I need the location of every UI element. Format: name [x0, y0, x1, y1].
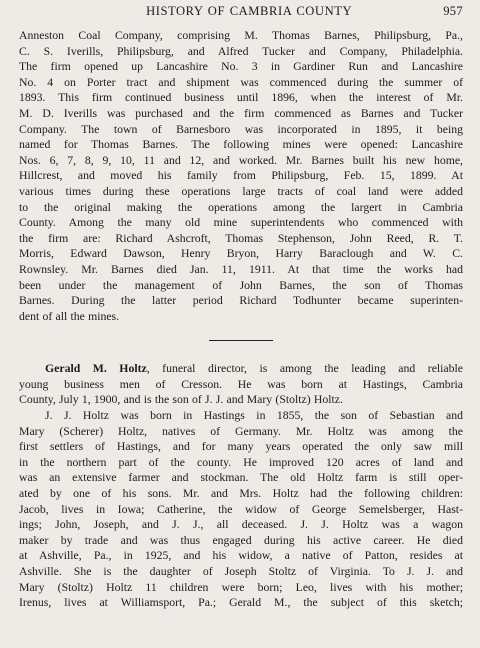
- text-line: The firm opened up Lancashire No. 3 in Gardiner Run and Lancashire: [19, 60, 463, 74]
- text-line: Ashville. She is the daughter of Joseph Stoltz of Virginia. To J. J. and: [19, 565, 463, 578]
- text-line: named for Thomas Barnes. The following mines were opened: Lancashire: [19, 138, 463, 152]
- text-line: ings; John, Joseph, and J. J., all deceased. J. J. Holtz was a wagon: [19, 518, 463, 532]
- text-line: No. 4 on Porter tract and shipment was commenced during the summer of: [19, 75, 463, 89]
- text-line: Irenus, lives at Williamsport, Pa.; Gerald M., the subject of this sketch;: [19, 596, 463, 610]
- biography-subject-name: Gerald M. Holtz: [45, 362, 147, 376]
- text-line: County. Among the many old mine superintendents who commenced with: [19, 216, 463, 230]
- text-line: Hillcrest, and moved his family from Philipsburg, Feb. 15, 1899. At: [19, 169, 463, 183]
- text-line: in the northern part of the county. He improved 120 acres of land and: [19, 455, 463, 469]
- text-line: Company. The town of Barnesboro was incorporated in 1895, it being: [19, 122, 463, 136]
- barnes-paragraph: [19, 28, 463, 324]
- text-line: 1893. This firm continued business until 1896, when the interest of Mr.: [19, 91, 463, 105]
- running-head-title: HISTORY OF CAMBRIA COUNTY: [146, 4, 353, 18]
- text-line: C. S. Iverills, Philipsburg, and Alfred Tucker and Company, Philadelphia.: [19, 44, 463, 58]
- text-fragment: , funeral director, is among the leading and reliable: [146, 362, 464, 376]
- text-line: young business men of Cresson. He was born at Hastings, Cambria: [19, 377, 463, 391]
- text-line: Nos. 6, 7, 8, 9, 10, 11 and 12, and worked. Mr. Barnes built his new home,: [19, 153, 463, 167]
- running-head: [19, 4, 463, 28]
- text-line: been under the management of John Barnes, the son of Thomas: [19, 278, 463, 292]
- text-line: to the original making the operations among the largert in Cambria: [19, 200, 463, 214]
- text-line: first settlers of Hastings, and for many years operated the only saw mill: [19, 440, 463, 454]
- text-line: J. J. Holtz was born in Hastings in 1855, the son of Sebastian and: [45, 409, 463, 423]
- text-line: Mary (Scherer) Holtz, natives of Germany. Mr. Holtz was among the: [19, 424, 463, 438]
- text-line: Anneston Coal Company, comprising M. Thomas Barnes, Philipsburg, Pa.,: [19, 29, 463, 42]
- holtz-family-paragraph: [19, 408, 463, 611]
- text-line: Morris, Edward Dawson, Henry Bryon, Harry Baraclough and W. C.: [19, 247, 463, 261]
- text-line: [19, 361, 463, 377]
- text-line: Mary (Stoltz) Holtz 11 children were born; Leo, lives with his mother;: [19, 580, 463, 594]
- text-line: County, July 1, 1900, and is the son of J. J. and Mary (Stoltz) Holtz.: [19, 393, 343, 407]
- text-line: Rownsley. Mr. Barnes died Jan. 11, 1911. At that time the works had: [19, 262, 463, 276]
- text-line: Barnes. During the latter period Richard Todhunter became superinten-: [19, 294, 463, 308]
- text-line: M. D. Iverills was purchased and the firm commenced as Barnes and Tucker: [19, 106, 463, 120]
- holtz-intro-paragraph: [19, 361, 463, 408]
- text-line: Jacob, lives in Iowa; Catherine, the widow of George Semelsberger, Hast-: [19, 502, 463, 516]
- text-line: dent of all the mines.: [19, 309, 120, 323]
- text-line: at Ashville, Pa., in 1925, and his widow, a native of Patton, resides at: [19, 549, 463, 563]
- text-line: the firm are: Richard Ashcroft, Thomas Stephenson, John Reed, R. T.: [19, 231, 463, 245]
- text-line: maker by trade and was thus engaged during his active career. He died: [19, 533, 463, 547]
- page-number: 957: [443, 4, 463, 18]
- text-line: was an extensive farmer and stockman. The old Holtz farm is still oper-: [19, 471, 463, 485]
- text-line: ated by one of his sons. Mr. and Mrs. Holtz had the following children:: [19, 487, 463, 501]
- text-line: various times during these operations large tracts of coal land were added: [19, 184, 463, 198]
- section-divider: [209, 340, 273, 341]
